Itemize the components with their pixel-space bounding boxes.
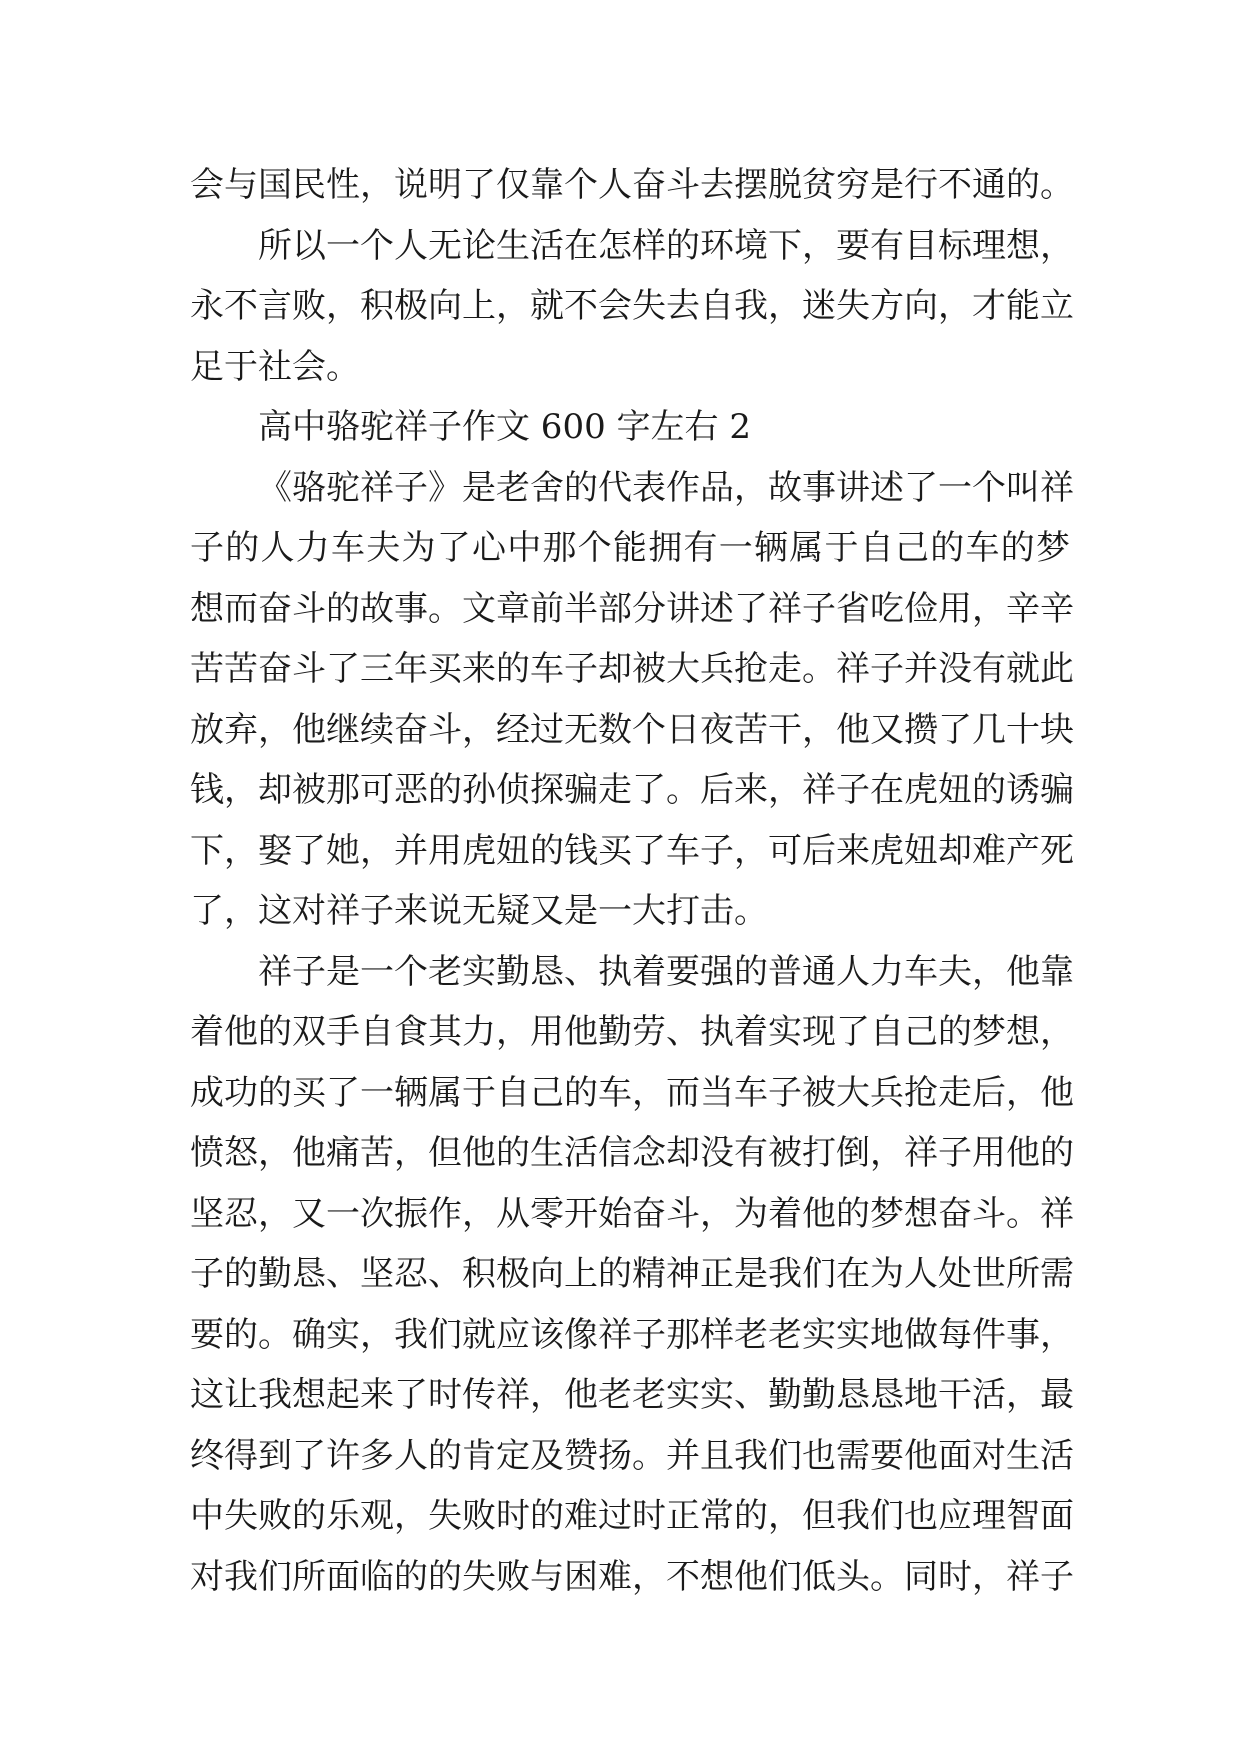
text-line: 愤怒，他痛苦，但他的生活信念却没有被打倒，祥子用他的: [190, 1133, 1074, 1173]
text-line: 子的人力车夫为了心中那个能拥有一辆属于自己的车的梦: [190, 528, 1070, 568]
text-line: 想而奋斗的故事。文章前半部分讲述了祥子省吃俭用，辛辛: [190, 588, 1074, 629]
document-body: [190, 155, 1074, 1607]
text-line: 终得到了许多人的肯定及赞扬。并且我们也需要他面对生活: [190, 1435, 1074, 1476]
text-line: 了，这对祥子来说无疑又是一大打击。: [190, 891, 768, 931]
text-line: 这让我想起来了时传祥，他老老实实、勤勤恳恳地干活，最: [190, 1375, 1074, 1415]
text-line: 着他的双手自食其力，用他勤劳、执着实现了自己的梦想，: [190, 1012, 1074, 1052]
text-line: 要的。确实，我们就应该像祥子那样老老实实地做每件事，: [190, 1314, 1074, 1355]
text-line: 足于社会。: [190, 346, 360, 387]
text-line: 高中骆驼祥子作文 600 字左右 2: [258, 407, 751, 447]
text-line: 钱，却被那可恶的孙侦探骗走了。后来，祥子在虎妞的诱骗: [190, 770, 1074, 810]
text-line: 苦苦奋斗了三年买来的车子却被大兵抢走。祥子并没有就此: [190, 649, 1074, 689]
text-line: 所以一个人无论生活在怎样的环境下，要有目标理想，: [258, 225, 1074, 266]
text-line: 永不言败，积极向上，就不会失去自我，迷失方向，才能立: [190, 286, 1074, 326]
text-line: 祥子是一个老实勤恳、执着要强的普通人力车夫，他靠: [258, 951, 1074, 992]
text-line: 坚忍，又一次振作，从零开始奋斗，为着他的梦想奋斗。祥: [190, 1193, 1074, 1234]
text-line: 成功的买了一辆属于自己的车，而当车子被大兵抢走后，他: [190, 1072, 1074, 1113]
text-line: 对我们所面临的的失败与困难，不想他们低头。同时，祥子: [190, 1556, 1074, 1597]
text-line: 《骆驼祥子》是老舍的代表作品，故事讲述了一个叫祥: [258, 467, 1074, 508]
text-line: 下，娶了她，并用虎妞的钱买了车子，可后来虎妞却难产死: [190, 830, 1074, 871]
text-line: 放弃，他继续奋斗，经过无数个日夜苦干，他又攒了几十块: [190, 709, 1074, 750]
text-line: 中失败的乐观，失败时的难过时正常的，但我们也应理智面: [190, 1496, 1074, 1536]
text-line: 子的勤恳、坚忍、积极向上的精神正是我们在为人处世所需: [190, 1254, 1074, 1294]
text-line: 会与国民性，说明了仅靠个人奋斗去摆脱贫穷是行不通的。: [190, 165, 1074, 205]
